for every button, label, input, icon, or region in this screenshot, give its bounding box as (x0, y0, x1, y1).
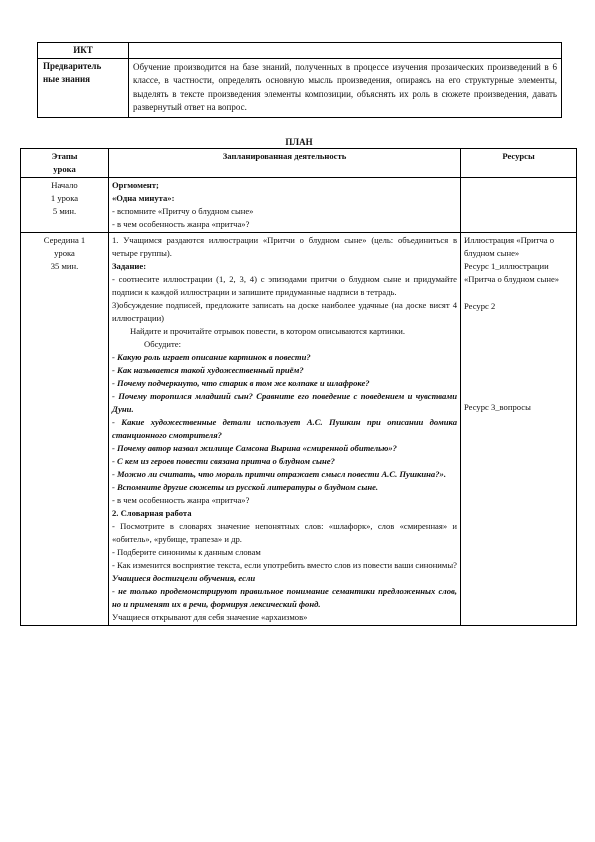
question-5: - Какие художественные детали использует А.С. Пушкин при описании домика станционного смотрителя? (112, 417, 457, 440)
start-row (21, 178, 577, 233)
prior-knowledge-label-line1: Предваритель (43, 61, 102, 72)
resource-1: Ресурс 1_иллюстрации «Притча о блудном сыне» (464, 261, 560, 284)
header-stages-line2: урока (53, 164, 76, 174)
question-2: - Как называется такой художественный приём? (112, 365, 304, 375)
archaisms-line: Учащиеся открывают для себя значение «архаизмов» (112, 612, 308, 622)
discuss-label: Обсудите: (144, 339, 181, 349)
resource-illustration: Иллюстрация «Притча о блудном сыне» (464, 235, 555, 258)
question-3: - Почему подчеркнуто, что старик в том же колпаке и шлафроке? (112, 378, 370, 388)
question-9: - Вспомните другие сюжеты из русской литературы о блудном сыне. (112, 482, 379, 492)
start-stage-line1: Начало (51, 180, 78, 190)
vocab-task-2: - Подберите синонимы к данным словам (112, 547, 261, 557)
activity-p4: Найдите и прочитайте отрывок повести, в котором описываются картинки. (130, 326, 405, 336)
question-4: - Почему торопился младший сын? Сравните его поведение с поведением и чувствами Дуни. (112, 391, 457, 414)
goal-title: Учащиеся достигцели обучения, если (112, 573, 256, 583)
header-resources: Ресурсы (461, 149, 577, 178)
plan-title: ПЛАН (285, 137, 313, 147)
header-stages (21, 149, 109, 178)
task-label: Задание: (112, 261, 147, 271)
ict-row (38, 43, 562, 59)
prior-knowledge-text: Обучение производится на базе знаний, полученных в процессе изучения прозаических произведений в 6 классе, в частности, определять основную мысль произведения, опираясь на его структурные элементы, выделять в тексте произведения элементы композиции, объяснять их роль в сюжете произведения, давать развернутый ответ на вопрос. (129, 59, 562, 118)
prerequisites-table (37, 42, 562, 118)
org-moment: Оргмомент; (112, 180, 159, 190)
prior-knowledge-label-line2: ные знания (43, 74, 90, 85)
middle-stage-line1: Середина 1 (43, 235, 86, 245)
middle-stage-line2: урока (54, 248, 75, 258)
start-task-2: - в чем особенность жанра «притча»? (112, 219, 250, 229)
middle-stage-line3: 35 мин. (50, 261, 79, 271)
question-6: - Почему автор назвал жилище Самсона Вырина «смиренной обителью»? (112, 443, 397, 453)
question-1: - Какую роль играет описание картинок в повести? (112, 352, 311, 362)
header-activity: Запланированная деятельность (109, 149, 461, 178)
resource-2: Ресурс 2 (464, 301, 496, 311)
activity-p3: 3)обсуждение подписей, предложите записать на доске наиболее удачные (на доске висят 4 иллюстрации) (112, 300, 457, 323)
prior-knowledge-row (38, 59, 562, 118)
start-task-1: - вспомните «Притчу о блудном сыне» (112, 206, 254, 216)
plan-header-row (21, 149, 577, 178)
header-stages-line1: Этапы (51, 151, 78, 161)
start-stage-line2: 1 урока (50, 193, 79, 203)
start-activity (109, 178, 461, 233)
start-resources (461, 178, 577, 233)
vocab-task-3: - Как изменится восприятие текста, если употребить вместо слов из повести ваши синонимы? (112, 560, 457, 570)
resource-3: Ресурс 3_вопросы (464, 402, 531, 412)
vocab-task-1: - Посмотрите в словарях значение непонятных слов: «шлафорк», слов «смиренная» и «обитель», «рубище, трапеза» и др. (112, 521, 457, 544)
question-7: - С кем из героев повести связана притча о блудном сыне? (112, 456, 335, 466)
middle-activity (109, 233, 461, 626)
activity-p1: 1. Учащимся раздаются иллюстрации «Притчи о блудном сыне» (цель: объединиться в четыре группы). (112, 235, 457, 258)
start-stage (21, 178, 109, 233)
middle-resources (461, 233, 577, 626)
plan-table (20, 148, 577, 626)
question-10: - в чем особенность жанра «притча»? (112, 495, 250, 505)
start-stage-line3: 5 мин. (52, 206, 77, 216)
vocab-title: 2. Словарная работа (112, 508, 192, 518)
middle-row (21, 233, 577, 626)
one-minute: «Одна минута»: (112, 193, 175, 203)
middle-stage (21, 233, 109, 626)
activity-p2: - соотнесите иллюстрации (1, 2, 3, 4) с эпизодами притчи о блудном сыне и придумайте подписи к каждой иллюстрации и запишите придуманные надписи в тетрадь. (112, 274, 457, 297)
question-8: - Можно ли считать, что мораль притчи отражает смысл повести А.С. Пушкина?». (112, 469, 446, 479)
ict-value (129, 43, 562, 59)
goal-text: - не только продемонстрируют правильное понимание семантики предложенных слов, но и применят их в речи, формируя лексический фонд. (112, 586, 457, 609)
ict-label: ИКТ (38, 43, 129, 59)
prior-knowledge-label (38, 59, 129, 118)
